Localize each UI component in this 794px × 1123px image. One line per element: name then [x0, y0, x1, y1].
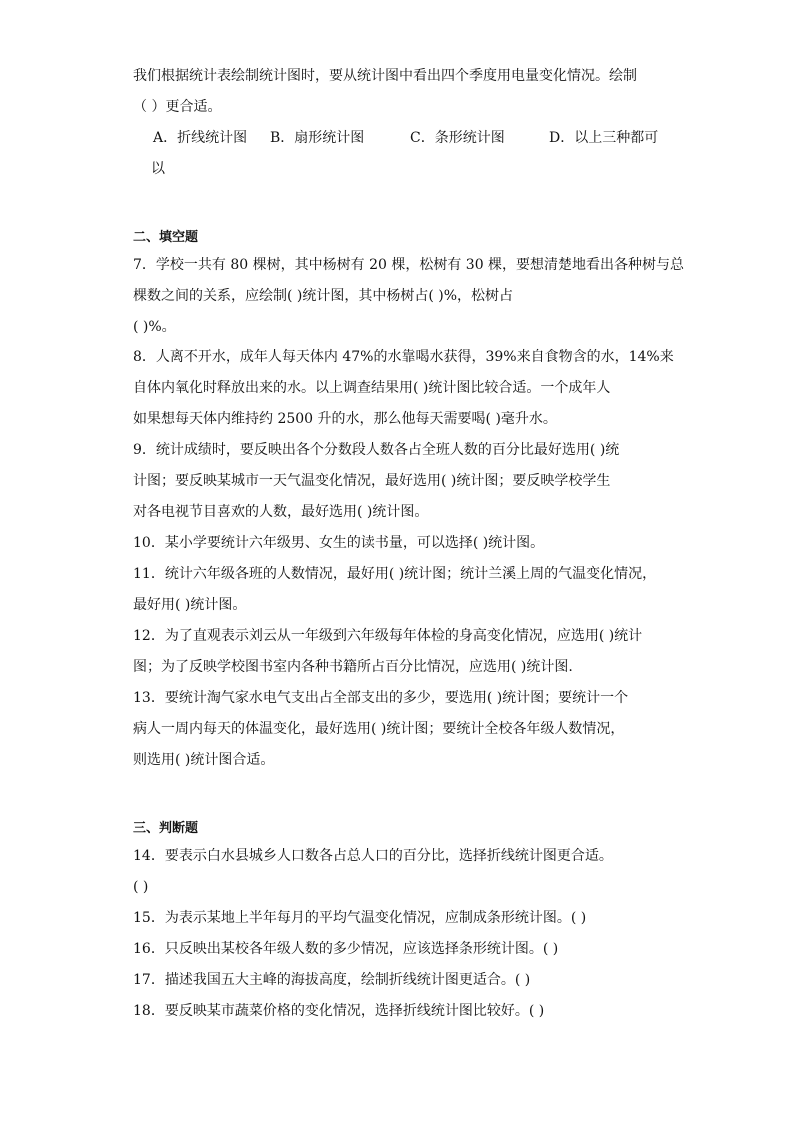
q9-line-1: 9．统计成绩时，要反映出各个分数段人数各占全班人数的百分比最好选用( )统	[133, 442, 620, 458]
q18-line-1: 18．要反映某市蔬菜价格的变化情况，选择折线统计图比较好。( )	[133, 1003, 545, 1019]
q13-line-3: 则选用( )统计图合适。	[133, 752, 275, 768]
q10-line-1: 10．某小学要统计六年级男、女生的读书量，可以选择( )统计图。	[133, 535, 545, 551]
q6-option-b: B．扇形统计图	[270, 130, 365, 146]
q6-option-d-continued: 以	[151, 161, 165, 177]
q11-line-2: 最好用( )统计图。	[133, 597, 247, 613]
q12-line-1: 12．为了直观表示刘云从一年级到六年级每年体检的身高变化情况，应选用( )统计	[133, 628, 643, 644]
q14-line-2: ( )	[133, 879, 149, 895]
q17-line-1: 17．描述我国五大主峰的海拔高度，绘制折线统计图更适合。( )	[133, 972, 531, 988]
q6-option-c: C．条形统计图	[410, 130, 505, 146]
q7-line-3: ( )%。	[133, 319, 176, 335]
q7-line-2: 棵数之间的关系，应绘制( )统计图，其中杨树占( )%，松树占	[133, 288, 514, 304]
q11-line-1: 11．统计六年级各班的人数情况，最好用( )统计图；统计兰溪上周的气温变化情况，	[133, 566, 657, 582]
section-heading-true-false: 三、判断题	[133, 821, 199, 836]
q8-line-2: 自体内氧化时释放出来的水。以上调查结果用( )统计图比较合适。一个成年人	[133, 380, 611, 396]
q6-stem-line-2: （ ）更合适。	[133, 99, 222, 115]
q13-line-1: 13．要统计淘气家水电气支出占全部支出的多少，要选用( )统计图；要统计一个	[133, 690, 629, 706]
q8-line-1: 8．人离不开水，成年人每天体内 47%的水靠喝水获得，39%来自食物含的水，14%来	[133, 349, 674, 365]
q9-line-2: 计图；要反映某城市一天气温变化情况，最好选用( )统计图；要反映学校学生	[133, 473, 611, 489]
q9-line-3: 对各电视节目喜欢的人数，最好选用( )统计图。	[133, 504, 429, 520]
q13-line-2: 病人一周内每天的体温变化，最好选用( )统计图；要统计全校各年级人数情况，	[133, 721, 625, 737]
q6-option-d: D．以上三种都可	[549, 130, 659, 146]
q16-line-1: 16．只反映出某校各年级人数的多少情况，应该选择条形统计图。( )	[133, 941, 559, 957]
q15-line-1: 15．为表示某地上半年每月的平均气温变化情况，应制成条形统计图。( )	[133, 910, 587, 926]
q6-stem-line-1: 我们根据统计表绘制统计图时，要从统计图中看出四个季度用电量变化情况。绘制	[133, 68, 637, 84]
q6-option-a: A．折线统计图	[153, 130, 248, 146]
q14-line-1: 14．要表示白水县城乡人口数各占总人口的百分比，选择折线统计图更合适。	[133, 848, 613, 864]
q8-line-3: 如果想每天体内维持约 2500 升的水，那么他每天需要喝( )毫升水。	[133, 411, 557, 427]
q12-line-2: 图；为了反映学校图书室内各种书籍所占百分比情况，应选用( )统计图.	[133, 659, 573, 675]
section-heading-fill-in: 二、填空题	[133, 230, 199, 245]
q7-line-1: 7．学校一共有 80 棵树，其中杨树有 20 棵，松树有 30 棵，要想清楚地看出各种树与总	[133, 257, 685, 273]
